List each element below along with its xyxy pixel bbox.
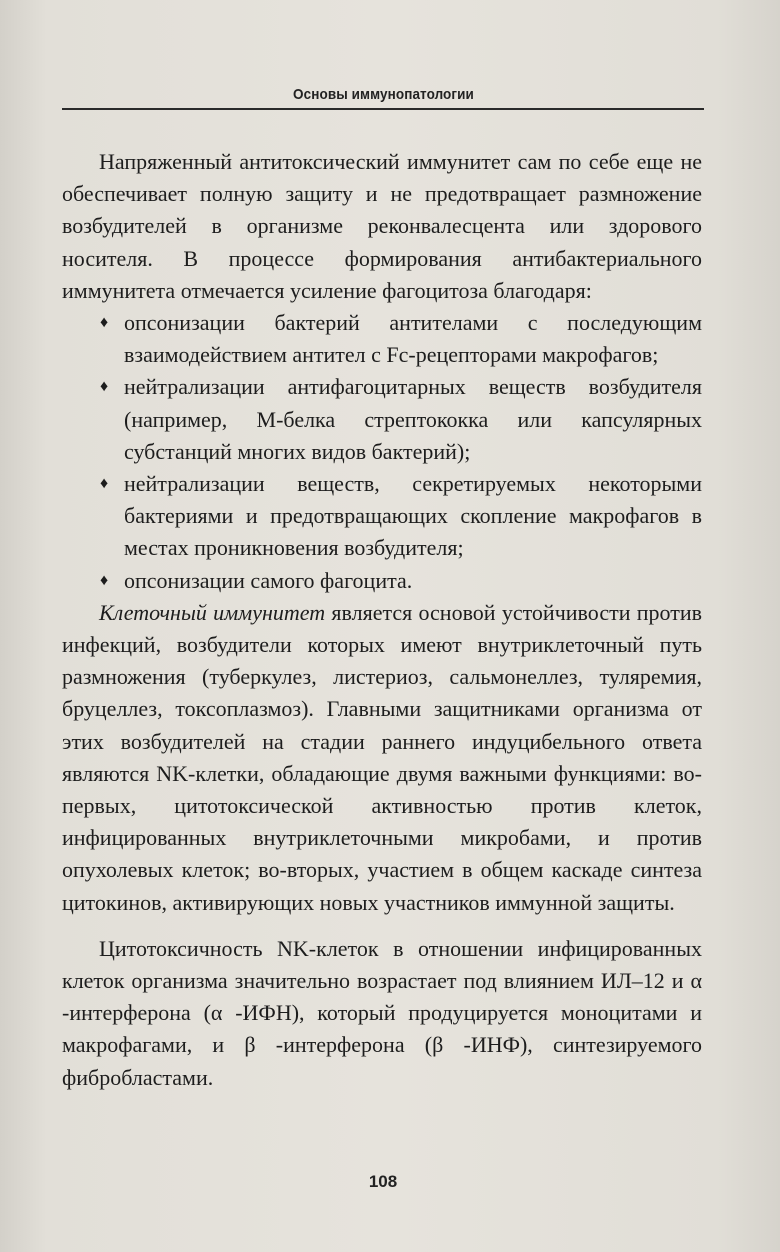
diamond-bullet-icon: ♦ bbox=[100, 571, 109, 589]
list-item bbox=[62, 468, 702, 565]
list-item bbox=[62, 565, 702, 597]
page-number: 108 bbox=[368, 1172, 398, 1191]
list-item bbox=[62, 371, 702, 468]
list-item-text: опсонизации бактерий антителами с последующим взаимодействием антител с Fc-рецепторами макрофагов; bbox=[124, 310, 702, 368]
list-item-text: нейтрализации веществ, секретируемых некоторыми бактериями и предотвращающих скопление макрофагов в местах проникновения возбудителя; bbox=[124, 471, 702, 561]
diamond-bullet-icon: ♦ bbox=[100, 314, 109, 332]
term-cellular-immunity: Клеточный иммунитет bbox=[99, 599, 326, 625]
diamond-bullet-icon: ♦ bbox=[100, 378, 109, 396]
bullet-list bbox=[62, 307, 702, 597]
list-item bbox=[62, 307, 702, 371]
header-title: Основы иммунопатологии bbox=[292, 86, 474, 103]
paragraph-2-text: является основой устойчивости против инфекций, возбудители которых имеют внутриклеточный путь размножения (туберкулез, листериоз, сальмонеллез, туляремия, бруцеллез, токсоплазмоз). Главными защитниками организма от этих возбудителей на стадии раннего индуцибельного ответа являются NK-клетки, обладающие двумя важными функциями: во-первых, цитотоксической активностью против клеток, инфицированных внутриклеточными микробами, и против опухолевых клеток; во-вторых, участием в общем каскаде синтеза цитокинов, активирующих новых участников иммунной защиты. bbox=[62, 599, 702, 915]
paragraph-1: Напряженный антитоксический иммунитет сам по себе еще не обеспечивает полную защиту и не предотвращает размножение возбудителей в организме реконвалесцента или здорового носителя. В процессе формирования антибактериального иммунитета отмечается усиление фагоцитоза благодаря: bbox=[62, 149, 702, 303]
running-header bbox=[62, 86, 704, 108]
list-item-text: опсонизации самого фагоцита. bbox=[124, 567, 413, 593]
body-text bbox=[62, 146, 702, 1094]
header-rule bbox=[62, 108, 704, 110]
diamond-bullet-icon: ♦ bbox=[100, 475, 109, 493]
paragraph-3: Цитотоксичность NK-клеток в отношении инфицированных клеток организма значительно возрастает под влиянием ИЛ–12 и α -интерферона (α -ИФН), который продуцируется моноцитами и макрофагами, и β -интерферона (β -ИНФ), синтезируемого фибробластами. bbox=[62, 935, 702, 1090]
list-item-text: нейтрализации антифагоцитарных веществ возбудителя (например, М-белка стрептококка или капсулярных субстанций многих видов бактерий); bbox=[124, 374, 702, 464]
paragraph-2 bbox=[62, 597, 702, 919]
